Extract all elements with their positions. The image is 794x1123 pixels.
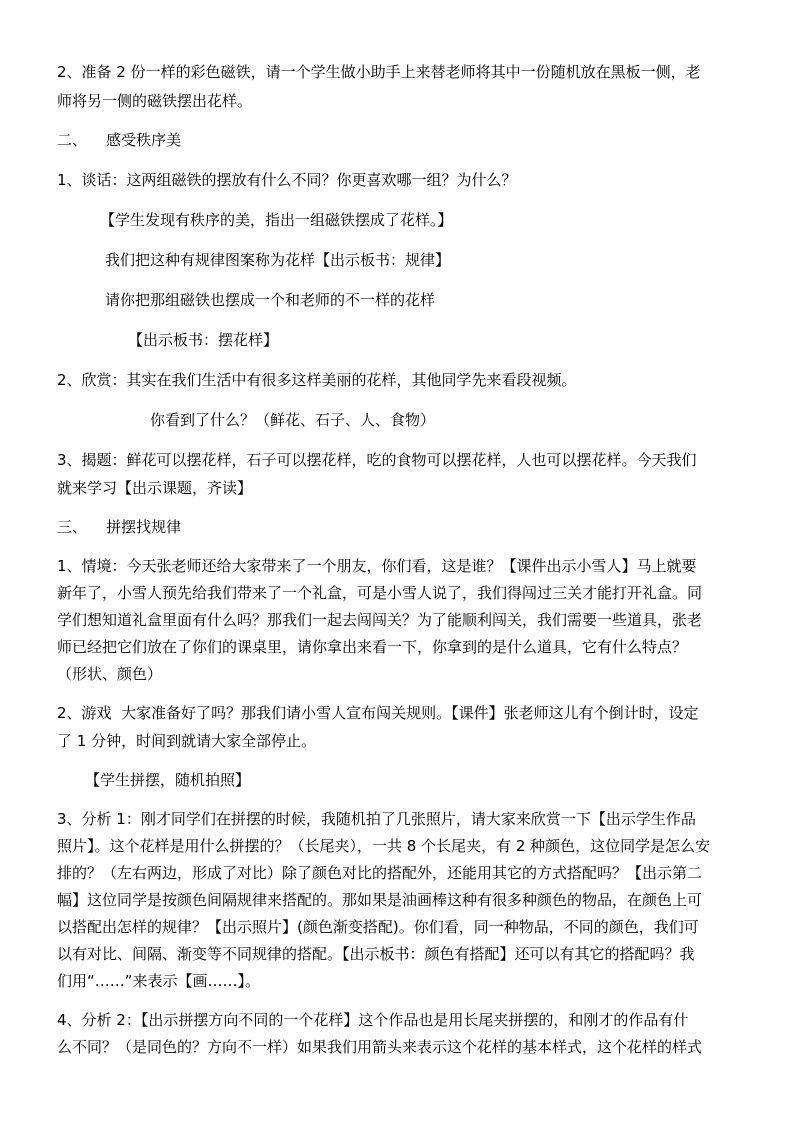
paragraph-line: 2、欣赏：其实在我们生活中有很多这样美丽的花样，其他同学先来看段视频。: [57, 371, 577, 389]
paragraph-line: 么不同？（是同色的？方向不一样）如果我们用箭头来表示这个花样的基本样式，这个花样的样式: [57, 1038, 703, 1056]
paragraph-line: 3、揭题：鲜花可以摆花样，石子可以摆花样，吃的食物可以摆花样，人也可以摆花样。今天我们: [57, 451, 697, 469]
paragraph-line: 学们想知道礼盒里面有什么吗？那我们一起去闯闯关？为了能顺利闯关，我们需要一些道具，张老: [57, 611, 703, 629]
paragraph-line: 4、分析 2：【出示拼摆方向不同的一个花样】这个作品也是用长尾夹拼摆的，和刚才的作品有什: [57, 1011, 689, 1029]
paragraph-line: 1、谈话：这两组磁铁的摆放有什么不同？你更喜欢哪一组？为什么？: [57, 171, 517, 189]
paragraph-line: 2、游戏 大家准备好了吗？那我们请小雪人宣布闯关规则。【课件】张老师这儿有个倒计时，设定: [57, 704, 699, 722]
paragraph-line: 我们把这种有规律图案称为花样【出示板书：规律】: [105, 251, 451, 269]
paragraph-line: 【学生拼摆，随机拍照】: [85, 771, 251, 789]
paragraph-line: 1、情境：今天张老师还给大家带来了一个朋友，你们看，这是谁？【课件出示小雪人】马上就要: [57, 557, 697, 575]
paragraph-line: 师已经把它们放在了你们的课桌里，请你拿出来看一下，你拿到的是什么道具，它有什么特点？: [57, 638, 688, 656]
paragraph-line: 们用“……”来表示【画……】。: [57, 972, 261, 990]
paragraph-line: 请你把那组磁铁也摆成一个和老师的不一样的花样: [105, 291, 436, 309]
paragraph-line: 以搭配出怎样的规律？【出示照片】(颜色渐变搭配)。你们看，同一种物品，不同的颜色，我们可: [57, 918, 699, 936]
section-heading: 二、 感受秩序美: [57, 131, 182, 149]
paragraph-line: 3、分析 1：刚才同学们在拼摆的时候，我随机拍了几张照片，请大家来欣赏一下【出示学生作品: [57, 810, 696, 828]
paragraph-line: 排的？（左右两边，形成了对比）除了颜色对比的搭配外，还能用其它的方式搭配吗？【出示第二: [57, 864, 703, 882]
paragraph-line: 了 1 分钟，时间到就请大家全部停止。: [57, 732, 317, 750]
paragraph-line: 新年了，小雪人预先给我们带来了一个礼盒，可是小雪人说了，我们得闯过三关才能打开礼盒。同: [57, 584, 703, 602]
paragraph-line: 以有对比、间隔、渐变等不同规律的搭配。【出示板书：颜色有搭配】还可以有其它的搭配吗？我: [57, 945, 695, 963]
paragraph-line: 幅】这位同学是按颜色间隔规律来搭配的。那如果是油画棒这种有很多种颜色的物品，在颜色上可: [57, 891, 703, 909]
paragraph-line: 师将另一侧的磁铁摆出花样。: [57, 92, 253, 110]
paragraph-line: （形状、颜色）: [57, 665, 163, 683]
paragraph-line: 【学生发现有秩序的美，指出一组磁铁摆成了花样。】: [100, 211, 453, 229]
paragraph-line: 【出示板书：摆花样】: [128, 331, 279, 349]
section-heading: 三、 拼摆找规律: [57, 518, 182, 536]
paragraph-line: 2、准备 2 份一样的彩色磁铁，请一个学生做小助手上来替老师将其中一份随机放在黑板一侧，老: [57, 63, 701, 81]
paragraph-line: 照片】。这个花样是用什么拼摆的？（长尾夹），一共 8 个长尾夹，有 2 种颜色，这位同学是怎么安: [57, 837, 711, 855]
paragraph-line: 你看到了什么？（鲜花、石子、人、食物）: [150, 411, 436, 429]
paragraph-line: 就来学习【出示课题，齐读】: [57, 479, 253, 497]
